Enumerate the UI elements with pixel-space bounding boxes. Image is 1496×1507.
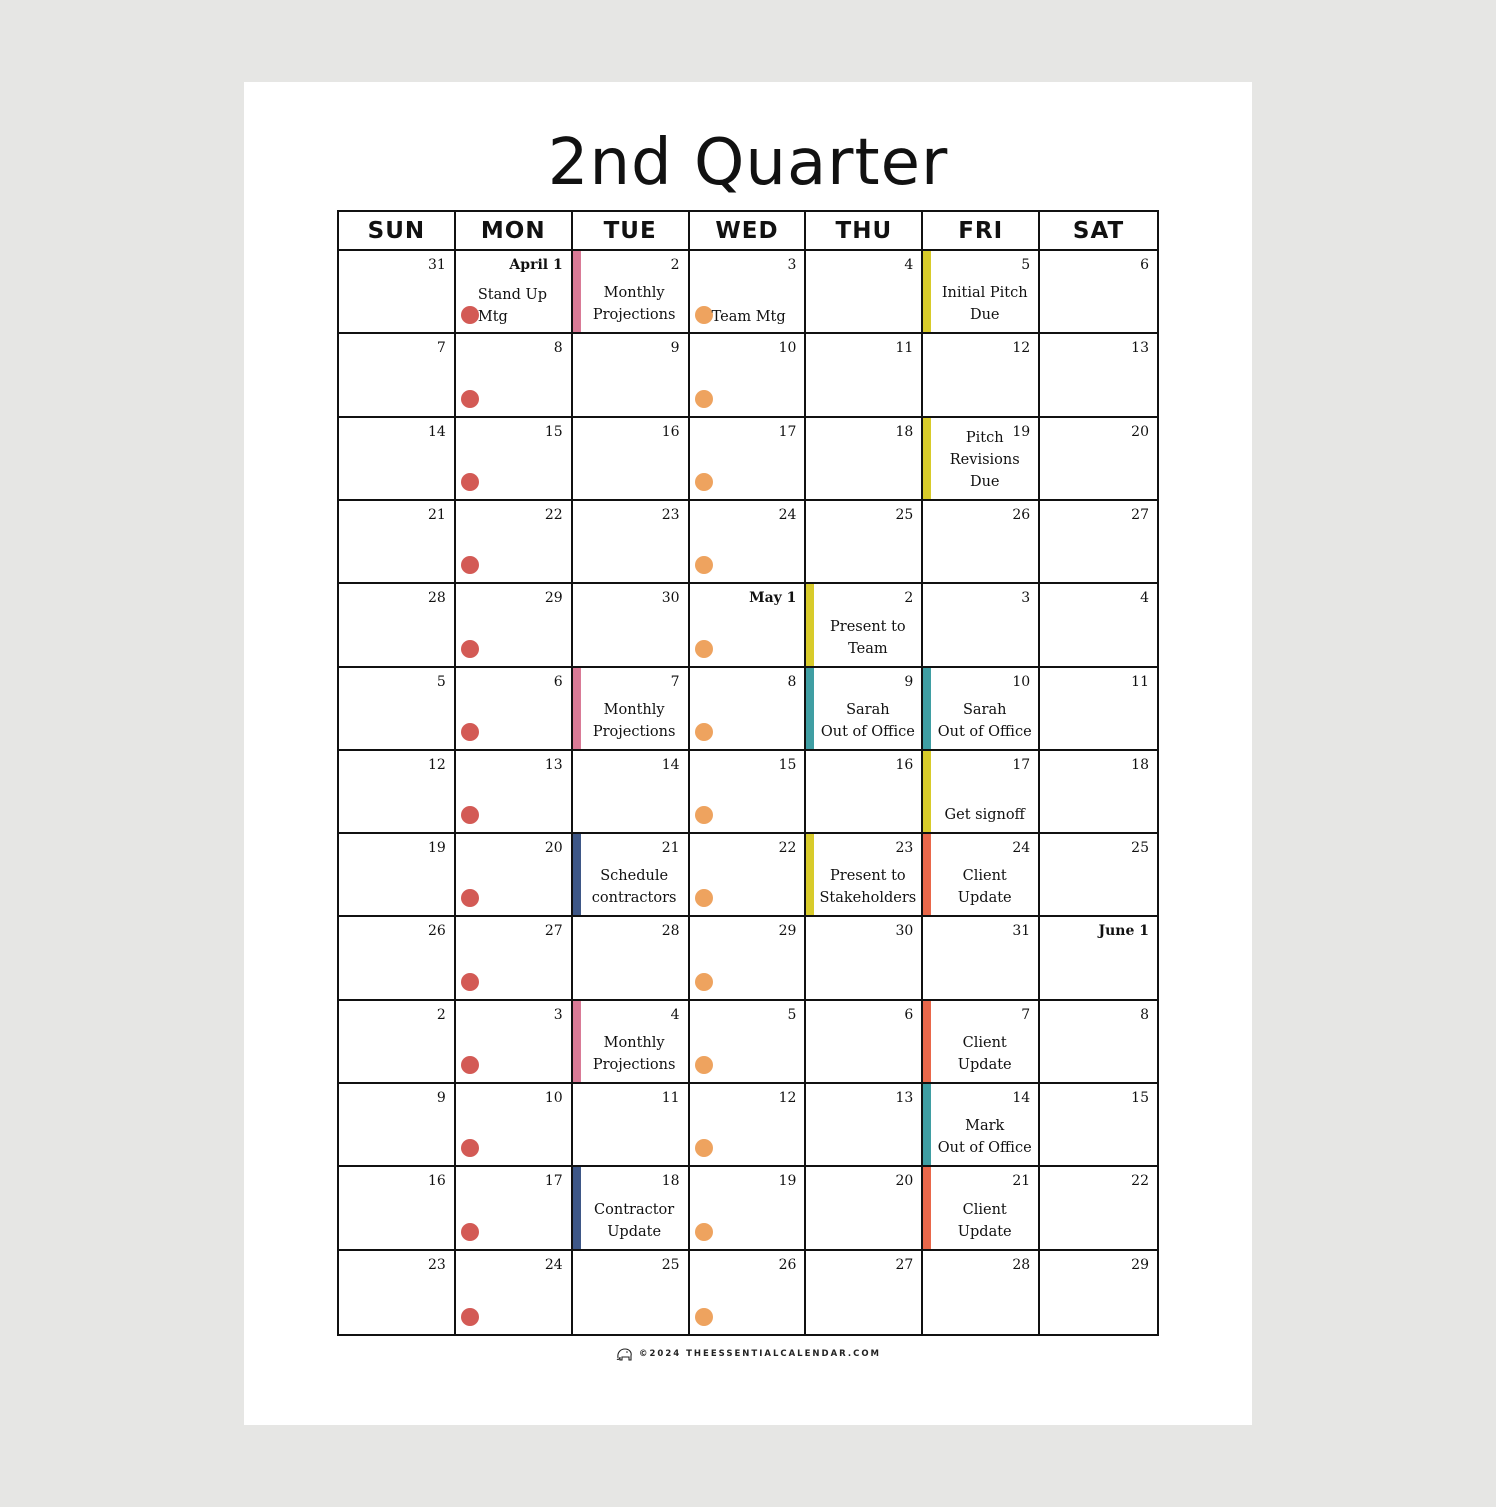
event-color-bar bbox=[923, 834, 931, 915]
day-number: 17 bbox=[1012, 756, 1031, 773]
team-meeting-dot-icon bbox=[695, 1223, 713, 1241]
day-cell[interactable] bbox=[1040, 834, 1157, 917]
day-cell[interactable] bbox=[573, 668, 690, 751]
day-number: 4 bbox=[904, 257, 914, 273]
day-number: 21 bbox=[1012, 1173, 1031, 1190]
event-label: Client Update bbox=[957, 868, 1012, 907]
event-color-bar bbox=[923, 418, 931, 499]
day-number: 26 bbox=[1012, 506, 1031, 523]
day-number: 11 bbox=[1131, 673, 1149, 690]
day-cell[interactable] bbox=[573, 418, 690, 501]
standup-dot-icon bbox=[461, 1056, 479, 1074]
day-number: 22 bbox=[544, 506, 563, 523]
day-number: 13 bbox=[544, 756, 563, 773]
day-cell[interactable] bbox=[339, 501, 456, 584]
standup-dot-icon bbox=[461, 473, 479, 491]
day-cell[interactable] bbox=[923, 917, 1040, 1000]
day-cell[interactable] bbox=[690, 751, 807, 834]
footer-copyright: ©2024 THEESSENTIALCALENDAR.COM bbox=[638, 1349, 882, 1359]
day-cell[interactable] bbox=[806, 1251, 923, 1334]
day-cell[interactable] bbox=[690, 1167, 807, 1250]
day-number: 16 bbox=[895, 756, 914, 773]
day-number: 26 bbox=[778, 1256, 797, 1273]
day-number: 2 bbox=[904, 590, 914, 607]
team-meeting-dot-icon bbox=[695, 473, 713, 491]
day-cell[interactable] bbox=[923, 1167, 1040, 1250]
day-cell[interactable] bbox=[456, 1001, 573, 1084]
day-cell[interactable] bbox=[339, 418, 456, 501]
standup-dot-icon bbox=[461, 640, 479, 658]
team-meeting-dot-icon bbox=[695, 889, 713, 907]
day-cell[interactable] bbox=[1040, 1001, 1157, 1084]
day-cell[interactable] bbox=[806, 834, 923, 917]
event-color-bar bbox=[923, 668, 931, 749]
day-number: 3 bbox=[787, 257, 797, 273]
day-cell[interactable] bbox=[1040, 1167, 1157, 1250]
day-cell[interactable] bbox=[923, 501, 1040, 584]
day-number: 21 bbox=[428, 506, 446, 523]
day-number: 10 bbox=[778, 340, 797, 357]
day-number: 28 bbox=[661, 923, 680, 940]
day-number: 28 bbox=[428, 590, 446, 607]
day-cell[interactable] bbox=[806, 584, 923, 667]
event-color-bar bbox=[806, 668, 814, 749]
weekday-header-thu: THU bbox=[806, 212, 923, 251]
team-meeting-dot-icon bbox=[695, 806, 713, 824]
day-number: 11 bbox=[661, 1090, 680, 1107]
day-cell[interactable] bbox=[339, 834, 456, 917]
weekday-header-sun: SUN bbox=[339, 212, 456, 251]
event-label: Get signoff bbox=[944, 807, 1025, 824]
day-cell[interactable] bbox=[456, 334, 573, 417]
day-cell[interactable] bbox=[806, 751, 923, 834]
day-number: 14 bbox=[428, 423, 446, 440]
day-cell[interactable] bbox=[923, 584, 1040, 667]
day-number: 3 bbox=[1021, 590, 1031, 607]
day-cell[interactable] bbox=[690, 418, 807, 501]
day-number: 2 bbox=[670, 257, 680, 273]
day-number: 15 bbox=[1131, 1090, 1149, 1107]
day-cell[interactable] bbox=[690, 334, 807, 417]
standup-dot-icon bbox=[461, 723, 479, 741]
event-color-bar bbox=[923, 1167, 931, 1248]
event-color-bar bbox=[573, 1167, 581, 1248]
day-number: 12 bbox=[428, 756, 446, 773]
day-number: 14 bbox=[661, 756, 680, 773]
day-cell[interactable] bbox=[339, 334, 456, 417]
event-label: Contractor Update bbox=[594, 1201, 675, 1240]
day-cell[interactable] bbox=[456, 418, 573, 501]
day-number: 31 bbox=[1012, 923, 1031, 940]
day-cell[interactable] bbox=[339, 917, 456, 1000]
day-number: 18 bbox=[1131, 756, 1149, 773]
event-label: Monthly Projections bbox=[592, 701, 676, 740]
standup-dot-icon bbox=[461, 973, 479, 991]
day-number: 20 bbox=[544, 840, 563, 857]
day-number: 25 bbox=[1131, 840, 1149, 857]
day-cell[interactable] bbox=[456, 668, 573, 751]
event-label: Client Update bbox=[957, 1201, 1012, 1240]
day-number: 19 bbox=[778, 1173, 797, 1190]
day-cell[interactable] bbox=[690, 584, 807, 667]
day-cell[interactable] bbox=[456, 1167, 573, 1250]
day-number: 16 bbox=[661, 423, 680, 440]
day-number: 15 bbox=[544, 423, 563, 440]
day-number: 28 bbox=[1012, 1256, 1031, 1273]
day-number: 3 bbox=[553, 1006, 563, 1023]
day-cell[interactable] bbox=[1040, 334, 1157, 417]
day-number: May 1 bbox=[749, 590, 797, 607]
day-cell[interactable] bbox=[1040, 251, 1157, 334]
day-cell[interactable] bbox=[806, 1167, 923, 1250]
event-color-bar bbox=[806, 834, 814, 915]
day-cell[interactable] bbox=[339, 251, 456, 334]
day-number: 22 bbox=[1131, 1173, 1149, 1190]
event-label: Present to Team bbox=[830, 618, 906, 657]
weekday-header-sat: SAT bbox=[1040, 212, 1157, 251]
day-cell[interactable] bbox=[923, 418, 1040, 501]
day-number: 6 bbox=[553, 673, 563, 690]
calendar-page bbox=[244, 82, 1252, 1425]
day-cell[interactable] bbox=[573, 1251, 690, 1334]
standup-dot-icon bbox=[461, 1308, 479, 1326]
day-cell[interactable] bbox=[923, 251, 1040, 334]
event-label: Monthly Projections bbox=[592, 285, 676, 324]
day-number: 23 bbox=[895, 840, 914, 857]
day-number: 7 bbox=[1021, 1006, 1031, 1023]
standup-dot-icon bbox=[461, 806, 479, 824]
day-number: 5 bbox=[1021, 257, 1031, 273]
day-cell[interactable] bbox=[923, 334, 1040, 417]
event-color-bar bbox=[923, 751, 931, 832]
day-cell[interactable] bbox=[573, 917, 690, 1000]
standup-dot-icon bbox=[461, 306, 479, 324]
day-cell[interactable] bbox=[923, 751, 1040, 834]
day-cell[interactable] bbox=[339, 668, 456, 751]
day-number: 17 bbox=[778, 423, 797, 440]
day-number: 9 bbox=[904, 673, 914, 690]
day-number: 22 bbox=[778, 840, 797, 857]
team-meeting-dot-icon bbox=[695, 1139, 713, 1157]
day-number: 17 bbox=[544, 1173, 563, 1190]
footer bbox=[244, 1344, 1252, 1364]
day-cell[interactable] bbox=[923, 668, 1040, 751]
event-color-bar bbox=[573, 1001, 581, 1082]
day-cell[interactable] bbox=[806, 334, 923, 417]
day-cell[interactable] bbox=[573, 751, 690, 834]
day-number: 7 bbox=[436, 340, 446, 357]
day-cell[interactable] bbox=[690, 1251, 807, 1334]
team-meeting-dot-icon bbox=[695, 306, 713, 324]
day-number: 25 bbox=[895, 506, 914, 523]
day-number: 4 bbox=[1140, 590, 1149, 607]
day-number: 2 bbox=[436, 1006, 446, 1023]
day-cell[interactable] bbox=[1040, 1251, 1157, 1334]
event-label: Sarah Out of Office bbox=[820, 701, 915, 740]
day-cell[interactable] bbox=[690, 668, 807, 751]
day-cell[interactable] bbox=[1040, 917, 1157, 1000]
day-cell[interactable] bbox=[456, 1084, 573, 1167]
event-color-bar bbox=[573, 668, 581, 749]
calendar-grid bbox=[337, 210, 1159, 1336]
team-meeting-dot-icon bbox=[695, 556, 713, 574]
event-color-bar bbox=[573, 251, 581, 332]
weekday-header-fri: FRI bbox=[923, 212, 1040, 251]
day-number: 21 bbox=[661, 840, 680, 857]
day-cell[interactable] bbox=[923, 1084, 1040, 1167]
day-cell[interactable] bbox=[456, 751, 573, 834]
day-number: 7 bbox=[670, 673, 680, 690]
day-number: 6 bbox=[904, 1006, 914, 1023]
day-number: 27 bbox=[544, 923, 563, 940]
weekday-header-mon: MON bbox=[456, 212, 573, 251]
day-cell[interactable] bbox=[806, 501, 923, 584]
day-cell[interactable] bbox=[573, 1084, 690, 1167]
event-label: Initial Pitch Due bbox=[941, 285, 1028, 324]
day-number: 6 bbox=[1140, 257, 1149, 273]
day-number: 30 bbox=[895, 923, 914, 940]
day-cell[interactable] bbox=[923, 834, 1040, 917]
weekday-header-tue: TUE bbox=[573, 212, 690, 251]
day-cell[interactable] bbox=[690, 251, 807, 334]
day-number: 12 bbox=[1012, 340, 1031, 357]
event-label: Stand Up Mtg bbox=[477, 287, 547, 326]
day-number: 23 bbox=[661, 506, 680, 523]
event-label: Team Mtg bbox=[711, 309, 786, 326]
day-number: 13 bbox=[895, 1090, 914, 1107]
standup-dot-icon bbox=[461, 1139, 479, 1157]
day-number: 8 bbox=[1140, 1006, 1149, 1023]
day-number: 23 bbox=[428, 1256, 446, 1273]
day-number: 5 bbox=[436, 673, 446, 690]
standup-dot-icon bbox=[461, 390, 479, 408]
day-cell[interactable] bbox=[573, 334, 690, 417]
event-label: Present to Stakeholders bbox=[819, 868, 917, 907]
day-number: 5 bbox=[787, 1006, 797, 1023]
day-number: 8 bbox=[787, 673, 797, 690]
day-cell[interactable] bbox=[456, 251, 573, 334]
team-meeting-dot-icon bbox=[695, 1308, 713, 1326]
event-label: Pitch Revisions Due bbox=[949, 429, 1020, 490]
event-color-bar bbox=[923, 251, 931, 332]
standup-dot-icon bbox=[461, 1223, 479, 1241]
day-number: 8 bbox=[553, 340, 563, 357]
event-label: Schedule contractors bbox=[591, 868, 677, 907]
day-number: 30 bbox=[661, 590, 680, 607]
day-cell[interactable] bbox=[806, 1001, 923, 1084]
day-cell[interactable] bbox=[573, 251, 690, 334]
day-number: 15 bbox=[778, 756, 797, 773]
team-meeting-dot-icon bbox=[695, 723, 713, 741]
day-cell[interactable] bbox=[339, 1251, 456, 1334]
day-cell[interactable] bbox=[339, 751, 456, 834]
event-color-bar bbox=[923, 1001, 931, 1082]
event-color-bar bbox=[806, 584, 814, 665]
day-cell[interactable] bbox=[573, 501, 690, 584]
day-cell[interactable] bbox=[573, 1001, 690, 1084]
day-cell[interactable] bbox=[573, 584, 690, 667]
standup-dot-icon bbox=[461, 556, 479, 574]
day-cell[interactable] bbox=[573, 834, 690, 917]
day-number: 27 bbox=[895, 1256, 914, 1273]
day-cell[interactable] bbox=[690, 1084, 807, 1167]
day-number: 26 bbox=[428, 923, 446, 940]
team-meeting-dot-icon bbox=[695, 1056, 713, 1074]
day-cell[interactable] bbox=[339, 1167, 456, 1250]
day-cell[interactable] bbox=[806, 668, 923, 751]
event-label: Monthly Projections bbox=[592, 1035, 676, 1074]
day-cell[interactable] bbox=[690, 917, 807, 1000]
weekday-header-wed: WED bbox=[690, 212, 807, 251]
day-number: 11 bbox=[895, 340, 914, 357]
page-title: 2nd Quarter bbox=[547, 126, 949, 200]
day-cell[interactable] bbox=[1040, 751, 1157, 834]
team-meeting-dot-icon bbox=[695, 390, 713, 408]
event-color-bar bbox=[573, 834, 581, 915]
day-cell[interactable] bbox=[806, 418, 923, 501]
day-cell[interactable] bbox=[690, 1001, 807, 1084]
day-cell[interactable] bbox=[690, 501, 807, 584]
day-cell[interactable] bbox=[1040, 418, 1157, 501]
event-label: Sarah Out of Office bbox=[937, 701, 1032, 740]
event-label: Mark Out of Office bbox=[937, 1118, 1032, 1157]
day-cell[interactable] bbox=[456, 917, 573, 1000]
day-number: 18 bbox=[895, 423, 914, 440]
day-cell[interactable] bbox=[339, 1001, 456, 1084]
day-cell[interactable] bbox=[923, 1251, 1040, 1334]
day-number: 29 bbox=[778, 923, 797, 940]
day-cell[interactable] bbox=[1040, 584, 1157, 667]
day-number: 9 bbox=[670, 340, 680, 357]
day-number: 18 bbox=[661, 1173, 680, 1190]
day-number: 20 bbox=[1131, 423, 1149, 440]
day-number: 10 bbox=[544, 1090, 563, 1107]
standup-dot-icon bbox=[461, 889, 479, 907]
day-number: 13 bbox=[1131, 340, 1149, 357]
day-number: 10 bbox=[1012, 673, 1031, 690]
day-number: 29 bbox=[544, 590, 563, 607]
day-number: 31 bbox=[428, 257, 446, 273]
event-color-bar bbox=[923, 1084, 931, 1165]
day-cell[interactable] bbox=[690, 834, 807, 917]
team-meeting-dot-icon bbox=[695, 640, 713, 658]
day-cell[interactable] bbox=[456, 584, 573, 667]
day-cell[interactable] bbox=[339, 584, 456, 667]
day-number: 14 bbox=[1012, 1090, 1031, 1107]
day-cell[interactable] bbox=[456, 501, 573, 584]
day-cell[interactable] bbox=[339, 1084, 456, 1167]
day-number: 25 bbox=[661, 1256, 680, 1273]
day-number: April 1 bbox=[509, 257, 563, 273]
day-cell[interactable] bbox=[923, 1001, 1040, 1084]
day-cell[interactable] bbox=[456, 834, 573, 917]
day-cell[interactable] bbox=[1040, 501, 1157, 584]
day-number: June 1 bbox=[1098, 923, 1149, 940]
day-cell[interactable] bbox=[456, 1251, 573, 1334]
day-number: 20 bbox=[895, 1173, 914, 1190]
team-meeting-dot-icon bbox=[695, 973, 713, 991]
day-number: 4 bbox=[670, 1006, 680, 1023]
day-number: 24 bbox=[544, 1256, 563, 1273]
day-cell[interactable] bbox=[1040, 1084, 1157, 1167]
day-number: 24 bbox=[1012, 840, 1031, 857]
day-number: 27 bbox=[1131, 506, 1149, 523]
day-cell[interactable] bbox=[573, 1167, 690, 1250]
day-number: 9 bbox=[436, 1090, 446, 1107]
elephant-logo-icon bbox=[615, 1346, 635, 1362]
day-number: 12 bbox=[778, 1090, 797, 1107]
day-cell[interactable] bbox=[806, 1084, 923, 1167]
day-number: 24 bbox=[778, 506, 797, 523]
day-cell[interactable] bbox=[806, 917, 923, 1000]
day-number: 19 bbox=[428, 840, 446, 857]
day-cell[interactable] bbox=[1040, 668, 1157, 751]
day-cell[interactable] bbox=[806, 251, 923, 334]
day-number: 16 bbox=[428, 1173, 446, 1190]
day-number: 19 bbox=[1012, 423, 1031, 440]
day-number: 29 bbox=[1131, 1256, 1149, 1273]
event-label: Client Update bbox=[957, 1035, 1012, 1074]
